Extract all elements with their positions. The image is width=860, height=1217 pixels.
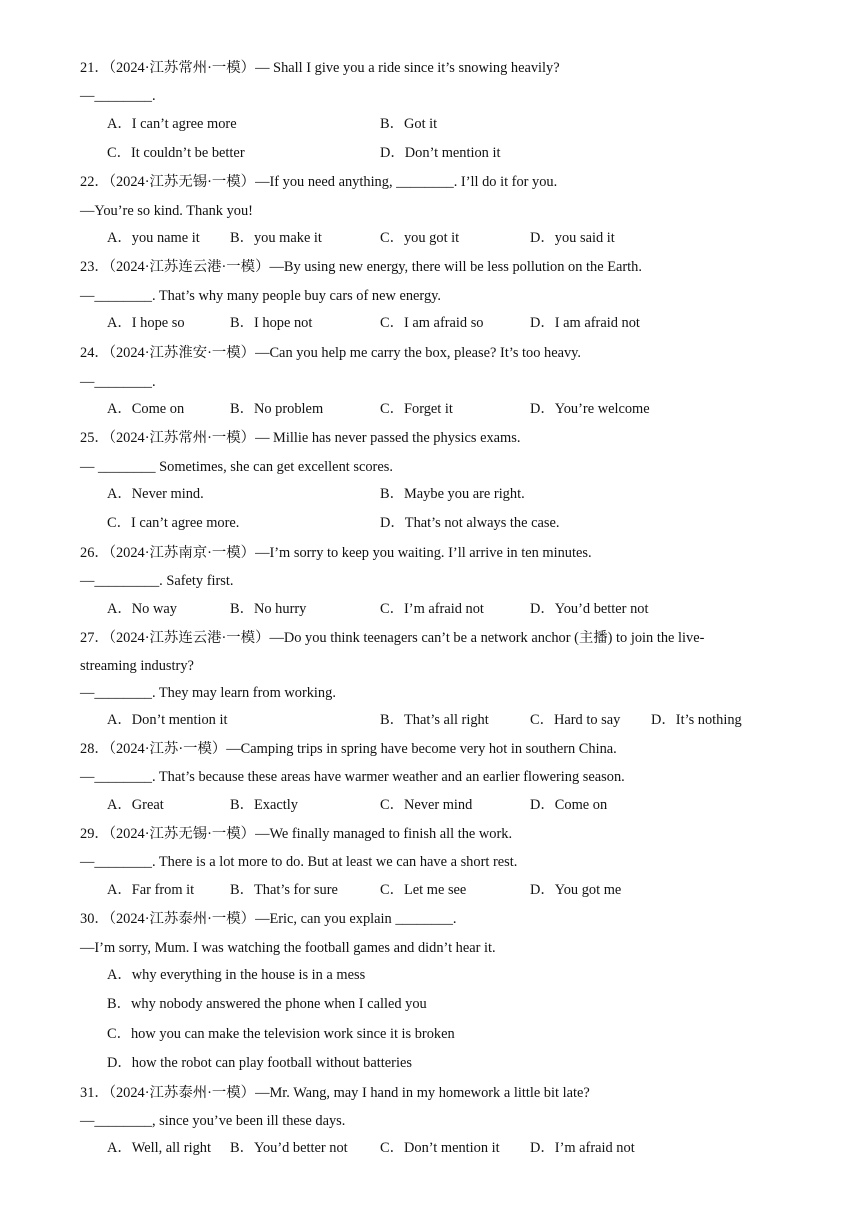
question-27-option-a: A．Don’t mention it bbox=[107, 712, 228, 728]
question-28-stem: 28．（2024·江苏·一模）—Camping trips in spring have become very hot in southern China. bbox=[80, 741, 617, 757]
question-29-option-a: A．Far from it bbox=[107, 882, 195, 898]
question-29-stem: 29．（2024·江苏无锡·一模）—We finally managed to finish all the work. bbox=[80, 826, 513, 842]
question-27-option-c: C．Hard to say bbox=[530, 712, 621, 728]
question-21-answer-line: —________. bbox=[80, 88, 156, 104]
question-27-answer-line: —________. They may learn from working. bbox=[80, 685, 336, 701]
question-29-option-b: B．That’s for sure bbox=[230, 882, 338, 898]
question-23-option-b: B．I hope not bbox=[230, 315, 313, 331]
question-23-stem: 23．（2024·江苏连云港·一模）—By using new energy, there will be less pollution on the Earth. bbox=[80, 259, 642, 275]
question-25-answer-line: — ________ Sometimes, she can get excellent scores. bbox=[80, 459, 393, 475]
question-22-answer-line: —You’re so kind. Thank you! bbox=[80, 203, 253, 219]
question-31-option-a: A．Well, all right bbox=[107, 1140, 211, 1156]
question-28-option-d: D．Come on bbox=[530, 797, 608, 813]
question-31-stem: 31．（2024·江苏泰州·一模）—Mr. Wang, may I hand in my homework a little bit late? bbox=[80, 1085, 590, 1101]
question-21-option-d: D．Don’t mention it bbox=[380, 145, 501, 161]
question-21-stem: 21．（2024·江苏常州·一模）— Shall I give you a ride since it’s snowing heavily? bbox=[80, 60, 560, 76]
question-25-option-b: B．Maybe you are right. bbox=[380, 486, 525, 502]
question-26-stem: 26．（2024·江苏南京·一模）—I’m sorry to keep you waiting. I’ll arrive in ten minutes. bbox=[80, 545, 592, 561]
question-23-answer-line: —________. That’s why many people buy cars of new energy. bbox=[80, 288, 442, 304]
question-31-option-d: D．I’m afraid not bbox=[530, 1140, 635, 1156]
question-25-stem: 25．（2024·江苏常州·一模）— Millie has never passed the physics exams. bbox=[80, 430, 521, 446]
question-24-answer-line: —________. bbox=[80, 374, 156, 390]
question-24-option-c: C．Forget it bbox=[380, 401, 453, 417]
question-26-answer-line: —_________. Safety first. bbox=[80, 573, 234, 589]
question-26-option-d: D．You’d better not bbox=[530, 601, 649, 617]
question-22-option-c: C．you got it bbox=[380, 230, 460, 246]
question-30-option-d: D．how the robot can play football without batteries bbox=[107, 1055, 412, 1071]
question-25-option-c: C．I can’t agree more. bbox=[107, 515, 240, 531]
question-29-answer-line: —________. There is a lot more to do. But at least we can have a short rest. bbox=[80, 854, 518, 870]
question-28-option-a: A．Great bbox=[107, 797, 164, 813]
question-30-option-c: C．how you can make the television work since it is broken bbox=[107, 1026, 455, 1042]
question-27-option-b: B．That’s all right bbox=[380, 712, 489, 728]
question-31-answer-line: —________, since you’ve been ill these days. bbox=[80, 1113, 346, 1129]
question-27-option-d: D．It’s nothing bbox=[651, 712, 742, 728]
question-23-option-a: A．I hope so bbox=[107, 315, 185, 331]
question-30-option-b: B．why nobody answered the phone when I called you bbox=[107, 996, 427, 1012]
question-25-option-d: D．That’s not always the case. bbox=[380, 515, 560, 531]
question-21-option-a: A．I can’t agree more bbox=[107, 116, 237, 132]
question-21-option-c: C．It couldn’t be better bbox=[107, 145, 245, 161]
question-28-option-b: B．Exactly bbox=[230, 797, 298, 813]
question-30-stem: 30．（2024·江苏泰州·一模）—Eric, can you explain ________. bbox=[80, 911, 457, 927]
question-22-option-b: B．you make it bbox=[230, 230, 322, 246]
question-29-option-c: C．Let me see bbox=[380, 882, 467, 898]
question-28-option-c: C．Never mind bbox=[380, 797, 473, 813]
question-27-stem-continuation: streaming industry? bbox=[80, 658, 194, 674]
question-30-answer-line: —I’m sorry, Mum. I was watching the football games and didn’t hear it. bbox=[80, 940, 496, 956]
question-27-stem: 27．（2024·江苏连云港·一模）—Do you think teenagers can’t be a network anchor (主播) to join the live- bbox=[80, 630, 705, 646]
question-24-option-a: A．Come on bbox=[107, 401, 185, 417]
question-26-option-c: C．I’m afraid not bbox=[380, 601, 484, 617]
question-24-option-d: D．You’re welcome bbox=[530, 401, 650, 417]
question-30-option-a: A．why everything in the house is in a mess bbox=[107, 967, 366, 983]
question-21-option-b: B．Got it bbox=[380, 116, 438, 132]
question-24-option-b: B．No problem bbox=[230, 401, 324, 417]
question-24-stem: 24．（2024·江苏淮安·一模）—Can you help me carry the box, please? It’s too heavy. bbox=[80, 345, 582, 361]
question-23-option-c: C．I am afraid so bbox=[380, 315, 484, 331]
question-22-stem: 22．（2024·江苏无锡·一模）—If you need anything, ________. I’ll do it for you. bbox=[80, 174, 558, 190]
question-22-option-d: D．you said it bbox=[530, 230, 615, 246]
question-25-option-a: A．Never mind. bbox=[107, 486, 204, 502]
question-29-option-d: D．You got me bbox=[530, 882, 622, 898]
question-26-option-b: B．No hurry bbox=[230, 601, 307, 617]
question-28-answer-line: —________. That’s because these areas have warmer weather and an earlier flowering season. bbox=[80, 769, 625, 785]
question-26-option-a: A．No way bbox=[107, 601, 177, 617]
question-22-option-a: A．you name it bbox=[107, 230, 200, 246]
question-31-option-b: B．You’d better not bbox=[230, 1140, 348, 1156]
question-31-option-c: C．Don’t mention it bbox=[380, 1140, 500, 1156]
question-23-option-d: D．I am afraid not bbox=[530, 315, 640, 331]
